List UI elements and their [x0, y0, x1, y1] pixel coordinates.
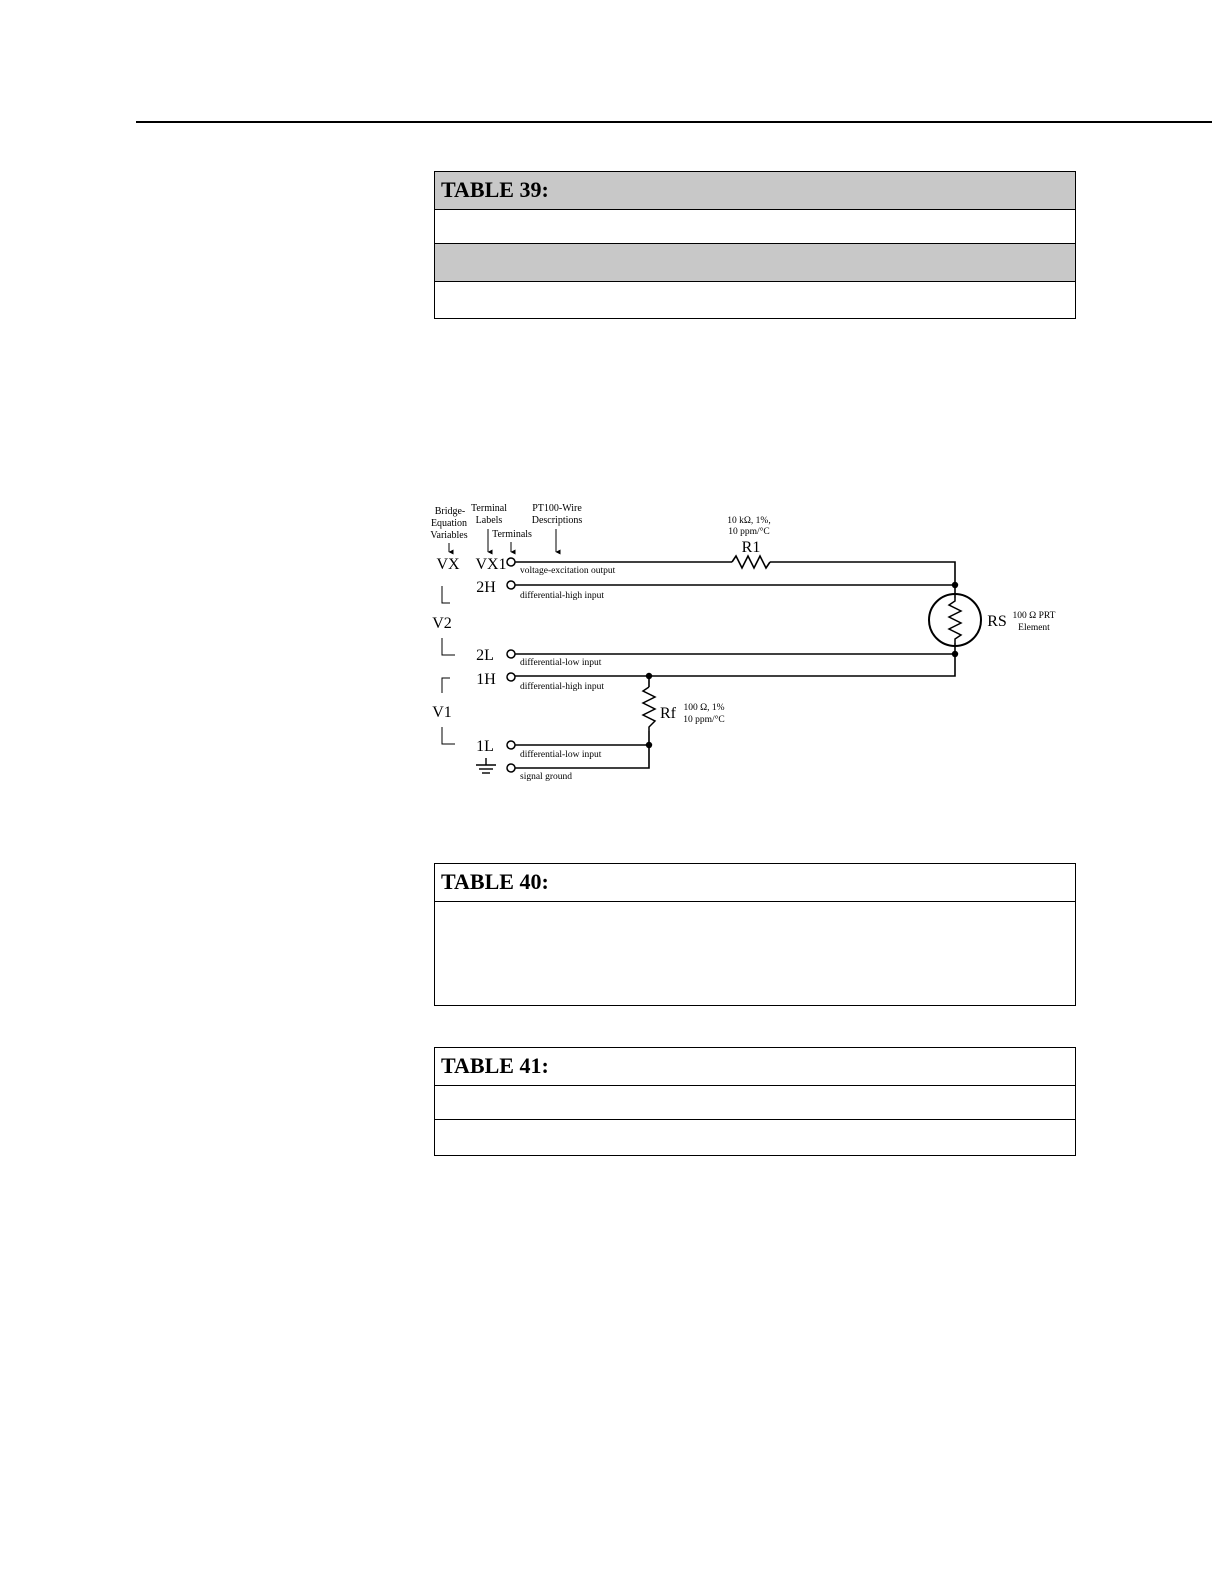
svg-text:10 ppm/°C: 10 ppm/°C: [683, 715, 725, 725]
terminal-1l-node: [507, 741, 515, 749]
svg-text:100 Ω PRT: 100 Ω PRT: [1012, 611, 1056, 621]
pt100-wire-descriptions-header: [532, 503, 583, 552]
svg-text:Descriptions: Descriptions: [531, 515, 583, 526]
v1-bracket-bottom: [442, 727, 455, 744]
terminal-ground-node: [507, 764, 515, 772]
v1-bracket-top: [442, 678, 450, 693]
svg-text:Terminals: Terminals: [492, 529, 532, 540]
terminal-1h: 1H: [476, 671, 496, 688]
svg-text:Equation: Equation: [430, 518, 468, 529]
svg-text:Terminal: Terminal: [471, 503, 507, 514]
resistor-rs-prt: [929, 586, 1056, 646]
pt100-bridge-circuit: [420, 495, 1080, 795]
variable-v2: V2: [432, 615, 452, 632]
terminal-2l: 2L: [476, 647, 494, 664]
table-41: [434, 1047, 1076, 1156]
wire-desc-1h: differential-high input: [520, 682, 604, 692]
bridge-variables-header: [430, 506, 467, 552]
svg-text:Variables: Variables: [430, 530, 468, 541]
wire-desc-2h: differential-high input: [520, 591, 604, 601]
wire-descriptions: [520, 566, 616, 782]
v2-bracket-bottom: [442, 638, 455, 655]
terminal-2h-node: [507, 581, 515, 589]
table-40-row: [435, 901, 1075, 1005]
terminal-1h-node: [507, 673, 515, 681]
svg-text:Labels: Labels: [475, 515, 503, 526]
svg-text:100 Ω, 1%: 100 Ω, 1%: [683, 703, 725, 713]
terminal-vx1: VX1: [475, 556, 507, 573]
table-40: [434, 863, 1076, 1006]
svg-text:Rf: Rf: [660, 705, 676, 722]
table-41-row: [435, 1085, 1075, 1119]
variable-v1: V1: [432, 704, 452, 721]
wire-desc-vx1: voltage-excitation output: [520, 566, 616, 576]
svg-text:R1: R1: [741, 539, 761, 556]
v2-bracket-top: [442, 586, 450, 603]
table-41-row: [435, 1119, 1075, 1155]
svg-text:Bridge-: Bridge-: [434, 506, 466, 517]
terminals-header: [492, 529, 532, 552]
table-39-row: [435, 209, 1075, 243]
svg-text:10 ppm/°C: 10 ppm/°C: [728, 527, 770, 537]
table-39: [434, 171, 1076, 319]
terminal-2l-node: [507, 650, 515, 658]
terminal-vx1-node: [507, 558, 515, 566]
terminal-2h: 2H: [476, 579, 496, 596]
terminal-1l: 1L: [476, 738, 494, 755]
svg-text:Element: Element: [1018, 623, 1050, 633]
header-rule: [136, 121, 1212, 123]
svg-text:10 kΩ, 1%,: 10 kΩ, 1%,: [727, 516, 771, 526]
svg-text:PT100-Wire: PT100-Wire: [532, 503, 582, 514]
table-40-title: TABLE 40:: [441, 869, 549, 894]
wire-desc-1l: differential-low input: [520, 750, 602, 760]
terminal-labels-header: [471, 503, 507, 552]
table-41-title: TABLE 41:: [441, 1053, 549, 1078]
resistor-r1: [727, 516, 770, 568]
wire-desc-ground: signal ground: [520, 772, 572, 782]
svg-text:RS: RS: [987, 613, 1007, 630]
table-39-row: [435, 243, 1075, 281]
table-39-title: TABLE 39:: [435, 172, 1075, 209]
variable-vx: VX: [436, 556, 460, 573]
ground-icon: [476, 758, 496, 773]
wire-desc-2l: differential-low input: [520, 658, 602, 668]
resistor-rf: [643, 687, 725, 731]
table-39-row: [435, 281, 1075, 318]
terminal-circles: [507, 558, 515, 772]
